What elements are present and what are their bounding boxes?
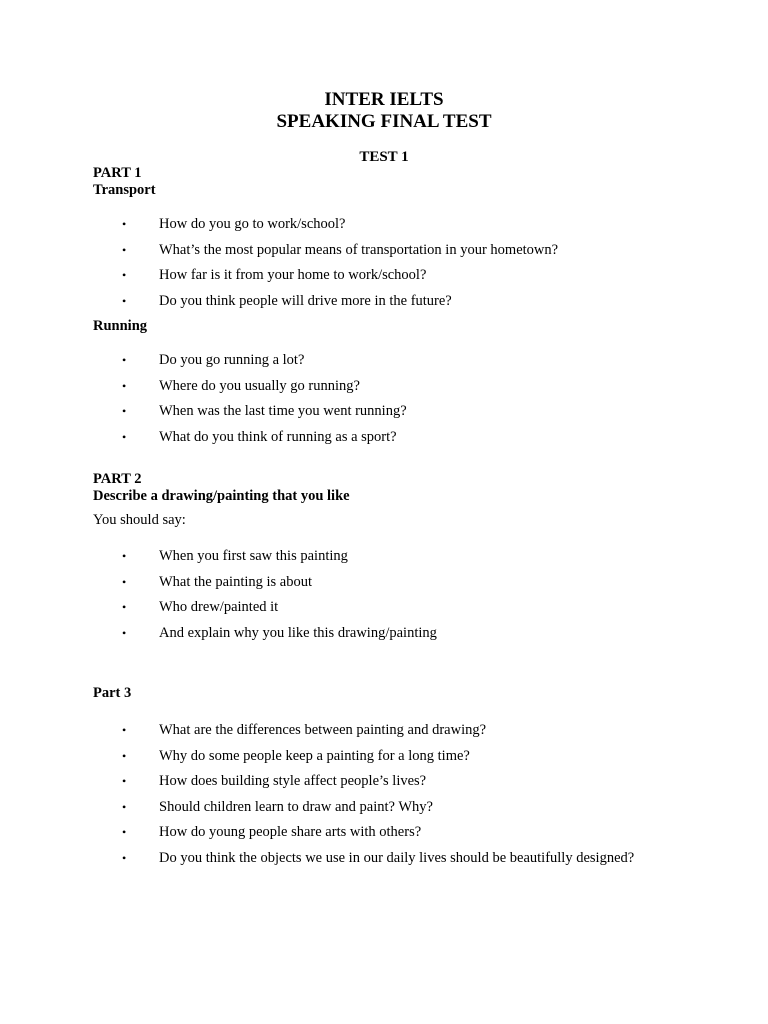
question-text: When was the last time you went running?	[159, 403, 407, 420]
question-text: Where do you usually go running?	[159, 377, 360, 394]
bullet-icon: •	[122, 353, 127, 367]
question-text: Do you go running a lot?	[159, 352, 305, 368]
part3-heading: Part 3	[93, 685, 132, 701]
question-text: How do young people share arts with others?	[159, 824, 422, 841]
bullet-icon: •	[122, 723, 127, 737]
bullet-icon: •	[122, 825, 127, 840]
bullet-icon: •	[122, 268, 127, 283]
bullet-icon: •	[122, 242, 127, 257]
part2-cue-card-title: Describe a drawing/painting that you like	[93, 488, 350, 504]
point-text: And explain why you like this drawing/painting	[159, 624, 437, 641]
test-label: TEST 1	[359, 149, 409, 165]
bullet-icon: •	[122, 404, 127, 419]
document-subtitle: SPEAKING FINAL TEST	[276, 111, 492, 132]
point-text: Who drew/painted it	[159, 599, 279, 616]
question-text: Should children learn to draw and paint? Why?	[159, 798, 433, 815]
part1-heading: PART 1	[93, 165, 142, 181]
bullet-icon: •	[122, 850, 127, 865]
question-text: Why do some people keep a painting for a long time?	[159, 747, 470, 764]
bullet-icon: •	[122, 625, 127, 640]
bullet-icon: •	[122, 574, 127, 589]
bullet-icon: •	[122, 549, 127, 563]
bullet-icon: •	[122, 799, 127, 814]
question-text: How do you go to work/school?	[159, 216, 346, 232]
question-text: Do you think the objects we use in our daily lives should be beautifully designed?	[159, 849, 635, 866]
bullet-icon: •	[122, 429, 127, 444]
part2-intro: You should say:	[93, 512, 186, 528]
question-text: What’s the most popular means of transportation in your hometown?	[159, 241, 559, 258]
bullet-icon: •	[122, 600, 127, 615]
document-title: INTER IELTS	[324, 89, 444, 110]
bullet-icon: •	[122, 748, 127, 763]
question-text: How does building style affect people’s lives?	[159, 773, 427, 790]
question-text: What are the differences between painting and drawing?	[159, 722, 487, 738]
bullet-icon: •	[122, 774, 127, 789]
part2-heading: PART 2	[93, 471, 142, 487]
topic-running-heading: Running	[93, 318, 148, 334]
topic-transport-heading: Transport	[93, 182, 156, 198]
point-text: When you first saw this painting	[159, 548, 348, 564]
question-text: Do you think people will drive more in the future?	[159, 292, 452, 309]
point-text: What the painting is about	[159, 573, 313, 590]
bullet-icon: •	[122, 217, 127, 231]
bullet-icon: •	[122, 293, 127, 308]
bullet-icon: •	[122, 378, 127, 393]
question-text: How far is it from your home to work/school?	[159, 267, 427, 284]
question-text: What do you think of running as a sport?	[159, 428, 397, 445]
